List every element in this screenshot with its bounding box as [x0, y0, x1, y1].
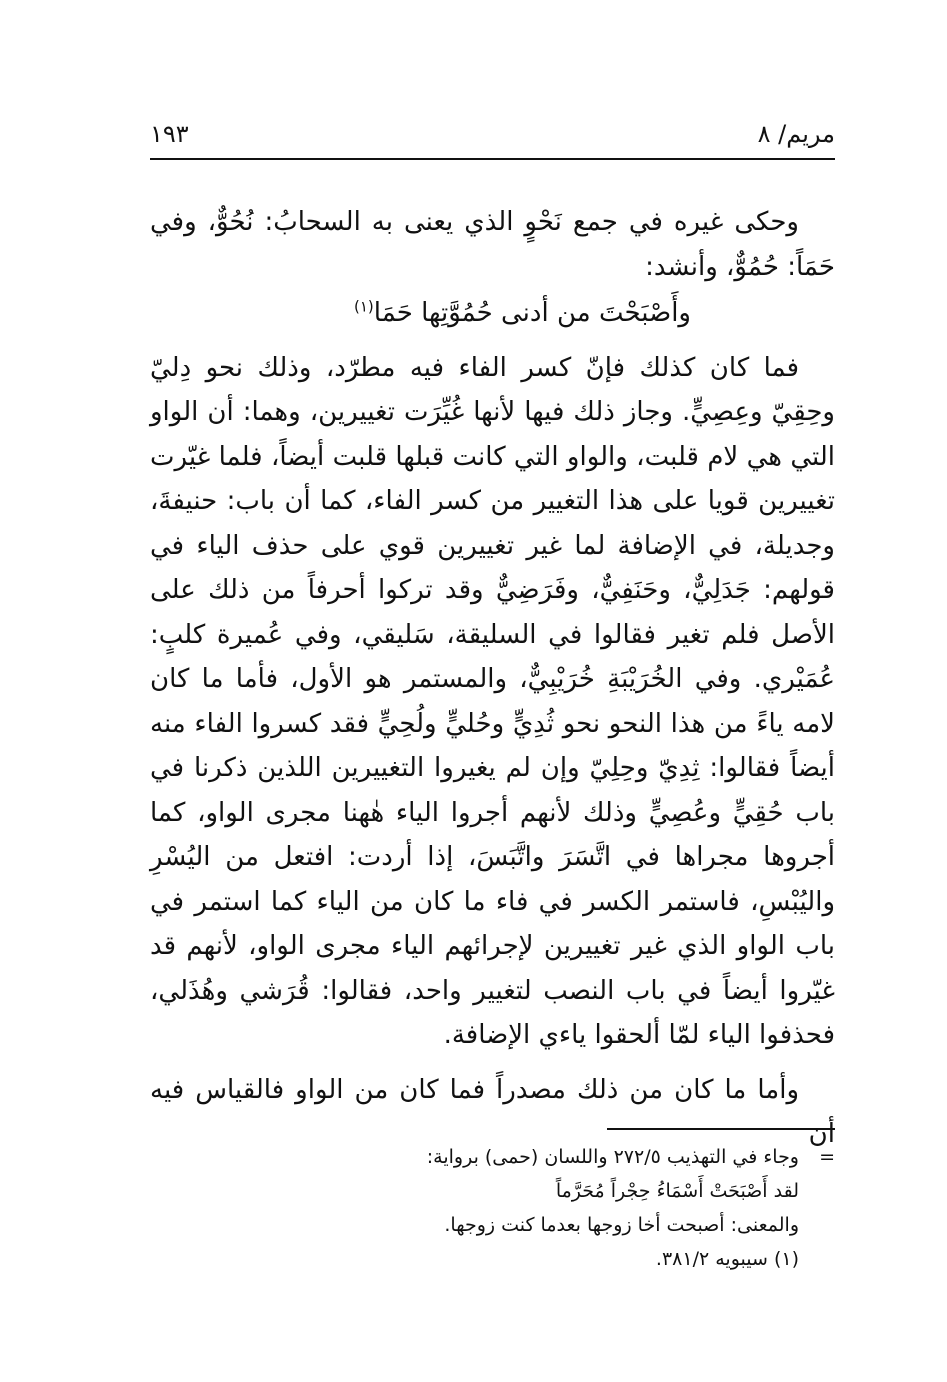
continuation-mark: = — [819, 1146, 835, 1168]
page-number: ١٩٣ — [150, 120, 189, 148]
footnote-line-3: والمعنى: أصبحت أخا زوجها بعدما كنت زوجها. — [444, 1214, 799, 1236]
main-text — [150, 200, 835, 1157]
footnote-1: (١) سيبويه ٣٨١/٢. — [655, 1248, 799, 1270]
footnote-line-1: وجاء في التهذيب ٢٧٢/٥ واللسان (حمى) برواية: — [426, 1146, 799, 1168]
verse-line — [150, 291, 835, 336]
paragraph-1: وحكى غيره في جمع نَحْوٍ الذي يعنى به السحابُ: نُحُوٌّ، وفي حَمَاً: حُمُوٌّ، وأنشد: — [150, 207, 835, 282]
verse-text: وأَصْبَحْتَ من أدنى حُمُوَّتِها حَمَا — [373, 298, 691, 328]
footnote-rule — [607, 1128, 835, 1130]
footnote-line-2: لقد أَصْبَحَتْ أَسْمَاءُ حِجْراً مُحَرَّماً — [555, 1180, 799, 1202]
running-title: مريم/ ٨ — [757, 120, 835, 148]
footnotes — [150, 1140, 835, 1276]
paragraph-3: وأما ما كان من ذلك مصدراً فما كان من الواو فالقياس فيه أن — [150, 1074, 835, 1149]
paragraph-2: فما كان كذلك فإنّ كسر الفاء فيه مطرّد، وذلك نحو دِليّ وحِقِيّ وعِصِيٍّ. وجاز ذلك فيها لأنها غُيِّرَت تغييرين، وهما: أن الواو التي هي لام قلبت، والواو التي كانت قبلها قلبت أيضاً، فلما غيّرت تغييرين قويا على هذا التغيير من كسر الفاء، كما أن باب: حنيفةَ، وجديلة، في الإضافة لما غير تغييرين قوي على حذف الياء في قولهم: جَدَلِيٌّ، وحَنَفِيٌّ، وفَرَضِيٌّ وقد تركوا أحرفاً من ذلك على الأصل فلم تغير فقالوا في السليقة، سَليقي، وفي عُميرة كلبٍ: عُمَيْري. وفي الخُرَيْبَةِ خُرَيْبِيٌّ، والمستمر هو الأول، فأما ما كان لامه ياءً من هذا النحو نحو ثُدِيٍّ وحُليٍّ ولُحِيٍّ فقد كسروا الفاء منه أيضاً فقالوا: ثِدِيّ وحِلِيّ وإن لم يغيروا التغييرين اللذين ذكرنا في باب حُقِيٍّ وعُصِيٍّ وذلك لأنهم أجروا الياء هٰهنا مجرى الواو، كما أجروها مجراها في اتَّسَرَ واتَّبَسَ، إذا أردت: افتعل من اليُسْرِ واليُبْسِ، فاستمر الكسر في فاء ما كان من الياء كما استمر في باب الواو الذي غير تغييرين لإجرائهم الياء مجرى الواو، لأنهم قد غيّروا أيضاً في باب النصب لتغيير واحد، فقالوا: قُرَشي وهُذَلي، فحذفوا الياء لمّا ألحقوا ياءي الإضافة. — [150, 352, 835, 1050]
footnote-ref-1[interactable]: (١) — [354, 297, 374, 316]
page-header — [150, 112, 835, 156]
header-rule — [150, 158, 835, 160]
footnote-continuation — [150, 1140, 835, 1242]
